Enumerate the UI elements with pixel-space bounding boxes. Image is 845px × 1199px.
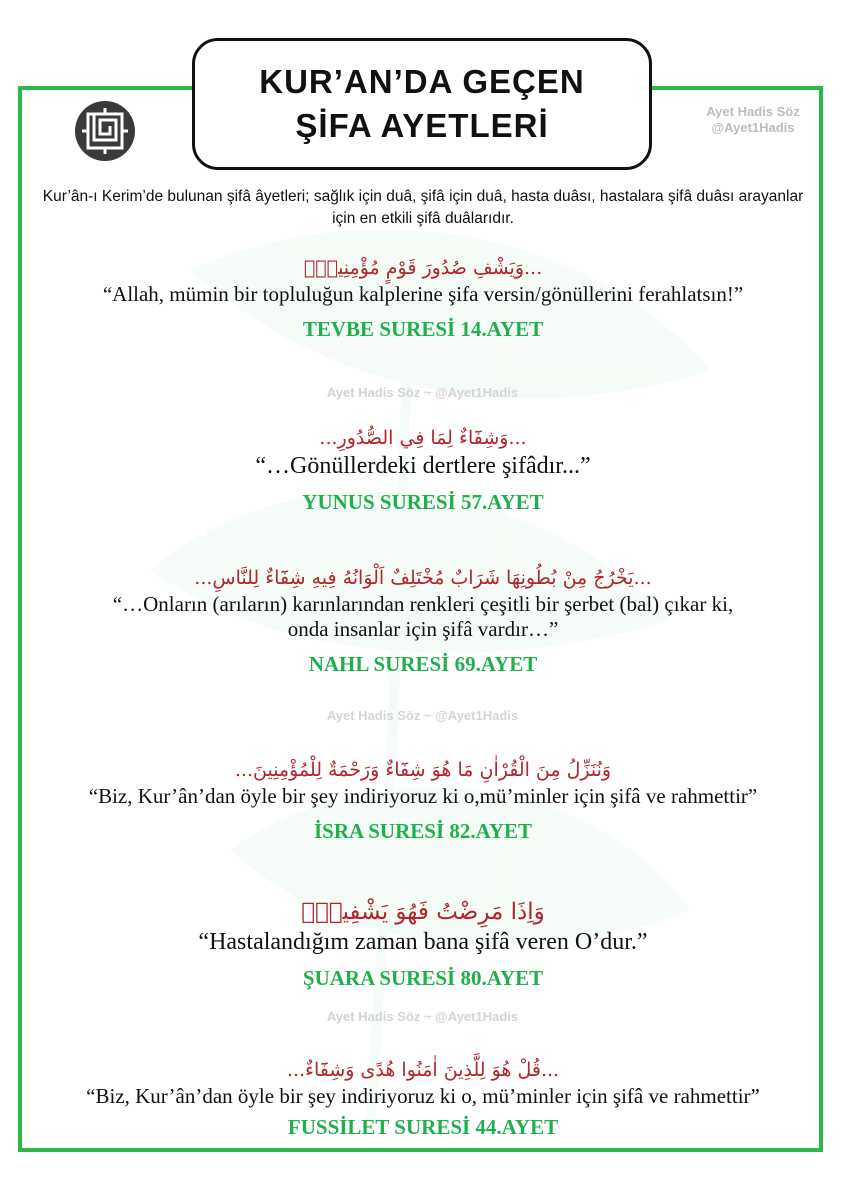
arabic-text: ...يَخْرُجُ مِنْ بُطُونِهَا شَرَابٌ مُخْتَلِفٌ اَلْوَانُهُ فِيهِ شِفَٓاءٌ لِلنَّاسِ... bbox=[194, 567, 652, 589]
turkish-translation-line-1: “…Onların (arıların) karınlarından renkleri çeşitli bir şerbet (bal) çıkar ki, bbox=[112, 592, 734, 616]
verse-block-isra bbox=[28, 756, 818, 845]
surah-reference: NAHL SURESİ 69.AYET bbox=[308, 652, 538, 676]
brand-watermark bbox=[688, 104, 818, 136]
arabic-text: وَاِذَا مَرِضْتُ فَهُوَ يَشْفِينِۙ bbox=[301, 899, 545, 925]
arabic-text: ...قُلْ هُوَ لِلَّذِينَ اٰمَنُوا هُدًى وَشِفَٓاءٌ... bbox=[286, 1059, 560, 1081]
verse-block-yunus bbox=[28, 424, 818, 516]
verse-block-fussilet bbox=[28, 1056, 818, 1141]
surah-reference: TEVBE SURESİ 14.AYET bbox=[302, 317, 544, 341]
turkish-translation: “Biz, Kur’ân’dan öyle bir şey indiriyoruz ki o, mü’minler için şifâ ve rahmettir” bbox=[86, 1084, 760, 1108]
kufic-calligraphy-logo-icon bbox=[74, 100, 136, 162]
watermark-text: Ayet Hadis Söz ~ @Ayet1Hadis bbox=[326, 1009, 519, 1024]
brand-handle: @Ayet1Hadis bbox=[711, 120, 795, 135]
turkish-translation-line-2: onda insanlar için şifâ vardır…” bbox=[287, 617, 559, 641]
arabic-text: ...وَشِفَٓاءٌ لِمَا فِي الصُّدُورِ... bbox=[319, 427, 527, 449]
surah-reference: YUNUS SURESİ 57.AYET bbox=[302, 490, 544, 514]
arabic-text: ...وَيَشْفِ صُدُورَ قَوْمٍ مُؤْمِنِينَۙ bbox=[303, 257, 543, 279]
brand-name: Ayet Hadis Söz bbox=[706, 104, 800, 119]
verse-block-nahl bbox=[28, 564, 818, 678]
surah-reference: ŞUARA SURESİ 80.AYET bbox=[302, 966, 544, 990]
verse-block-suara bbox=[28, 896, 818, 992]
arabic-text: وَنُنَزِّلُ مِنَ الْقُرْاٰنِ مَا هُوَ شِفَٓاءٌ وَرَحْمَةٌ لِلْمُؤْمِنِينَ... bbox=[234, 759, 612, 781]
surah-reference: İSRA SURESİ 82.AYET bbox=[313, 819, 533, 843]
verse-block-tevbe bbox=[28, 254, 818, 343]
watermark-text: Ayet Hadis Söz ~ @Ayet1Hadis bbox=[326, 708, 519, 723]
turkish-translation: “Biz, Kur’ân’dan öyle bir şey indiriyoruz ki o,mü’minler için şifâ ve rahmettir” bbox=[88, 784, 758, 808]
turkish-translation: “…Gönüllerdeki dertlere şifâdır...” bbox=[255, 453, 591, 479]
intro-paragraph: Kur’ân-ı Kerim’de bulunan şifâ âyetleri; sağlık için duâ, şifâ için duâ, hasta duâsı, hastalara şifâ duâsı arayanlar için en etkili şifâ duâlarıdır. bbox=[42, 188, 804, 227]
page-title-line-1: KUR’AN’DA GEÇEN bbox=[259, 63, 585, 100]
watermark-text: Ayet Hadis Söz ~ @Ayet1Hadis bbox=[326, 385, 519, 400]
title-box bbox=[192, 38, 652, 170]
turkish-translation: “Hastalandığım zaman bana şifâ veren O’dur.” bbox=[198, 929, 648, 955]
page-title-line-2: ŞİFA AYETLERİ bbox=[295, 107, 549, 144]
surah-reference: FUSSİLET SURESİ 44.AYET bbox=[287, 1115, 559, 1139]
turkish-translation: “Allah, mümin bir topluluğun kalplerine şifa versin/gönüllerini ferahlatsın!” bbox=[102, 282, 744, 306]
